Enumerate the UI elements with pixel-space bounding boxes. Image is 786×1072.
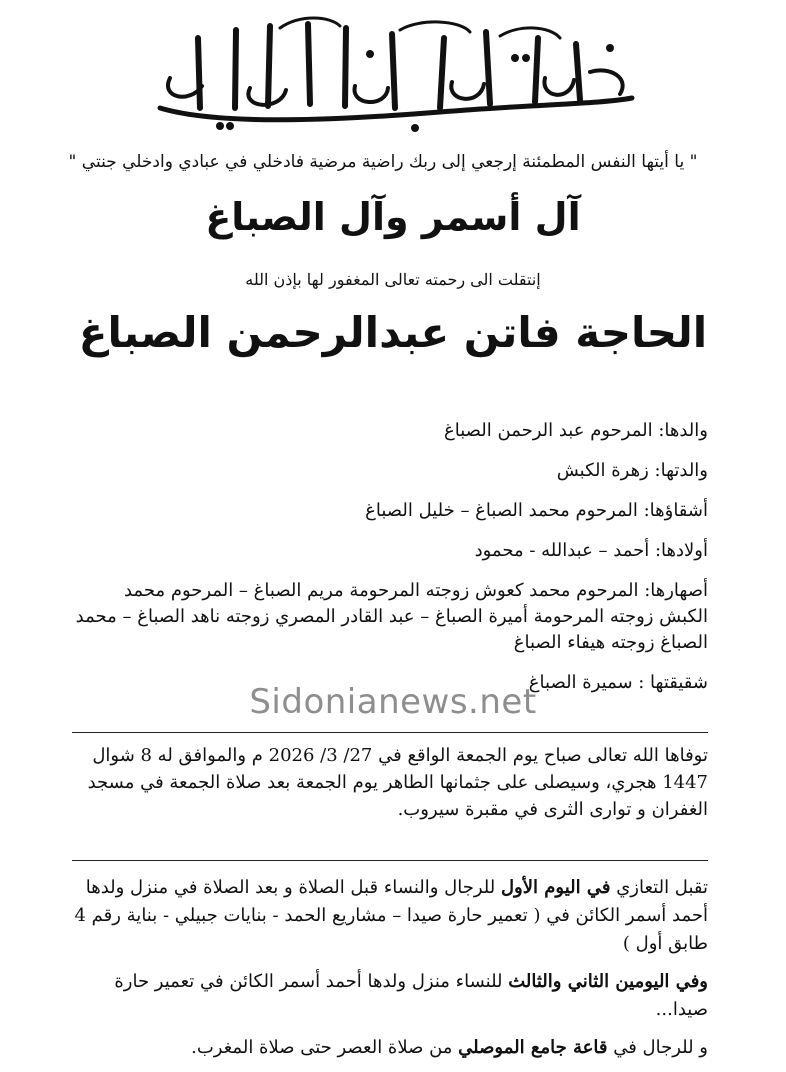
relatives-list	[72, 418, 708, 710]
relative-father: والدها: المرحوم عبد الرحمن الصباغ	[444, 420, 708, 441]
men-details: من صلاة العصر حتى صلاة المغرب.	[191, 1037, 459, 1058]
condolence-men	[72, 1034, 708, 1062]
calligraphy-header	[140, 8, 646, 138]
day23-details: للنساء منزل ولدها أحمد أسمر الكائن في تعمير حارة صيدا...	[114, 971, 708, 1020]
family-name: آل أسمر وآل الصباغ	[205, 195, 581, 239]
funeral-notice: توفاها الله تعالى صباح يوم الجمعة الواقع في 27/ 3/ 2026 م والموافق له 8 شوال 1447 هجري، وسيصلى على جثمانها الطاهر يوم الجمعة بعد صلاة الجمعة في مسجد الغفران و توارى الثرى في مقبرة سيروب.	[87, 745, 708, 820]
day1-details: للرجال والنساء قبل الصلاة و بعد الصلاة في منزل ولدها أحمد أسمر الكائن في ( تعمير حارة صيدا – مشاريع الحمد - بنايات جبيلي - بناية رقم 4 طابق أول )	[74, 877, 708, 954]
day1-intro: تقبل التعازي	[610, 877, 708, 898]
divider-top	[72, 732, 708, 733]
relative-mother: والدتها: زهرة الكبش	[556, 460, 708, 481]
condolence-day-one	[72, 874, 708, 958]
condolence-section	[72, 874, 708, 1072]
relative-in-laws: أصهارها: المرحوم محمد كعوش زوجته المرحومة مريم الصباغ – المرحوم محمد الكبش زوجته المرحومة أميرة الصباغ – عبد القادر المصري زوجته ناهد الصباغ – محمد الصباغ زوجته هيفاء الصباغ	[75, 580, 708, 653]
relative-sister: شقيقتها : سميرة الصباغ	[528, 672, 708, 693]
quran-verse: " يا أيتها النفس المطمئنة إرجعي إلى ربك راضية مرضية فادخلي في عبادي وادخلي جنتي "	[68, 152, 698, 172]
day1-highlight: في اليوم الأول	[500, 877, 611, 898]
relative-brothers: أشقاؤها: المرحوم محمد الصباغ – خليل الصباغ	[365, 500, 708, 521]
divider-bottom	[72, 860, 708, 861]
deceased-name: الحاجة فاتن عبدالرحمن الصباغ	[78, 308, 708, 357]
watermark-text: Sidonianews.net	[249, 682, 537, 722]
condolence-days-two-three	[72, 968, 708, 1024]
men-intro: و للرجال في	[607, 1037, 708, 1058]
passed-away-line: إنتقلت الى رحمته تعالى المغفور لها بإذن الله	[245, 270, 541, 289]
relative-sons: أولادها: أحمد – عبدالله - محمود	[474, 540, 708, 561]
men-venue: قاعة جامع الموصلي	[458, 1037, 608, 1058]
day23-highlight: وفي اليومين الثاني والثالث	[508, 971, 708, 992]
